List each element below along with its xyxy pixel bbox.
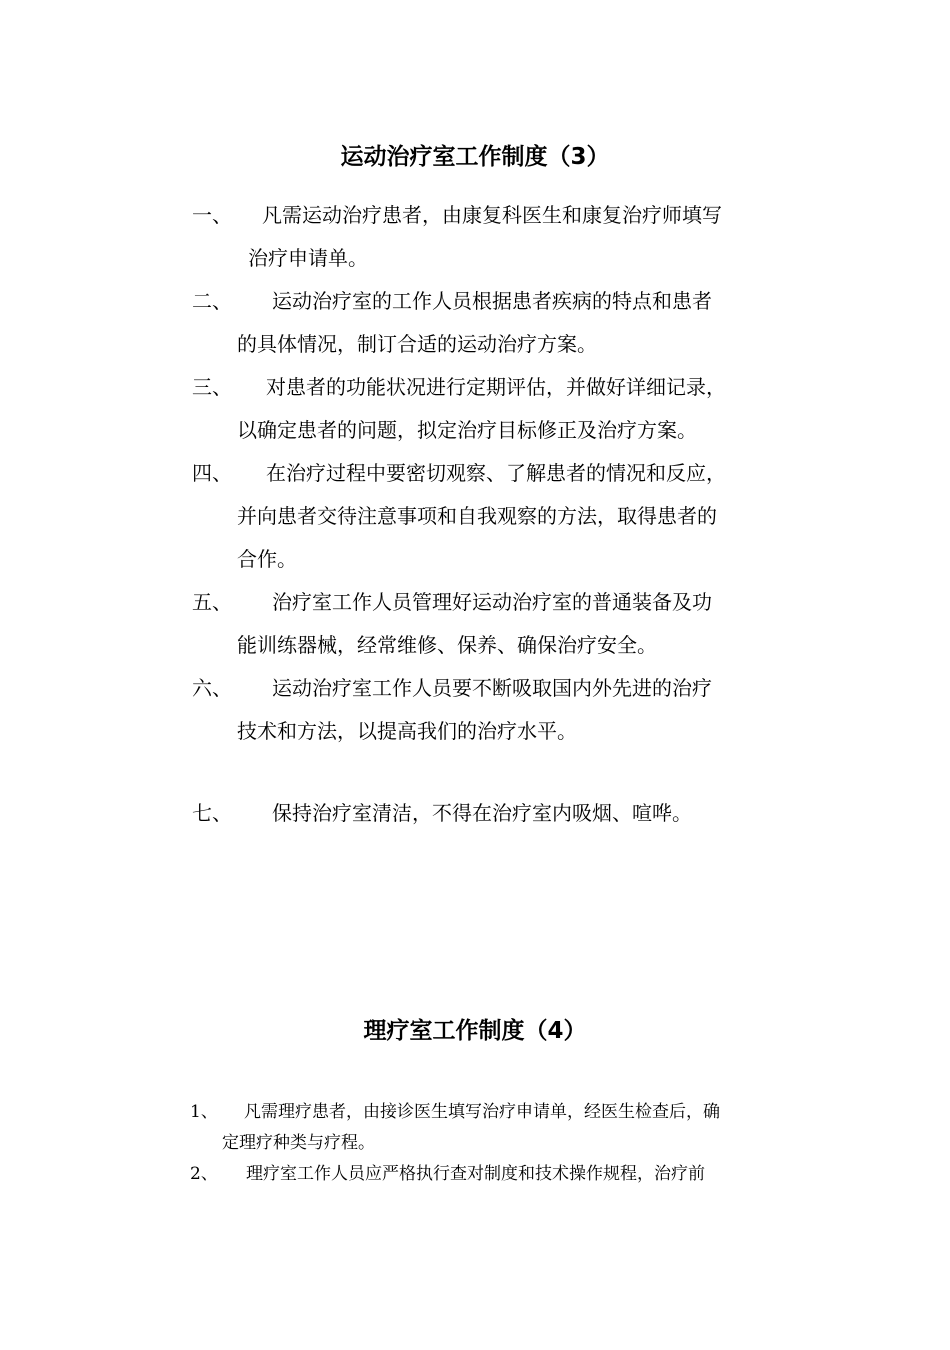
rule-text-line: 凡需理疗患者，由接诊医生填写治疗申请单，经医生检查后，确 [244,1102,720,1122]
rule-text-line: 运动治疗室工作人员要不断吸取国内外先进的治疗 [272,676,712,700]
rule-marker: 五、 [192,590,232,614]
section-title-physiotherapy: 理疗室工作制度（4） [363,1018,587,1044]
rule-marker: 2、 [190,1164,218,1184]
rule-text-line: 并向患者交待注意事项和自我观察的方法，取得患者的 [237,504,717,528]
rule-marker: 四、 [192,461,232,485]
rule-text-line: 的具体情况，制订合适的运动治疗方案。 [237,332,597,356]
rule-text-line: 合作。 [237,547,297,571]
rule-text-line: 技术和方法，以提高我们的治疗水平。 [237,719,577,743]
rule-marker: 六、 [192,676,232,700]
rule-text-line: 对患者的功能状况进行定期评估，并做好详细记录， [266,375,726,399]
rule-marker: 七、 [192,801,232,825]
rule-text-line: 凡需运动治疗患者，由康复科医生和康复治疗师填写 [262,203,722,227]
rule-text-line: 以确定患者的问题，拟定治疗目标修正及治疗方案。 [237,418,697,442]
rule-text-line: 能训练器械，经常维修、保养、确保治疗安全。 [237,633,657,657]
rule-text-line: 治疗申请单。 [248,246,368,270]
rule-text-line: 理疗室工作人员应严格执行查对制度和技术操作规程，治疗前 [246,1164,705,1184]
rule-marker: 三、 [192,375,232,399]
rule-text-line: 运动治疗室的工作人员根据患者疾病的特点和患者 [272,289,712,313]
rule-text-line: 治疗室工作人员管理好运动治疗室的普通装备及功 [272,590,712,614]
rule-marker: 一、 [192,203,232,227]
rule-marker: 二、 [192,289,232,313]
rule-text-line: 定理疗种类与疗程。 [222,1133,375,1153]
rule-text-line: 在治疗过程中要密切观察、了解患者的情况和反应， [266,461,726,485]
rule-marker: 1、 [190,1102,218,1122]
rule-text-line: 保持治疗室清洁，不得在治疗室内吸烟、喧哗。 [272,801,692,825]
section-title-exercise-therapy: 运动治疗室工作制度（3） [340,144,610,170]
